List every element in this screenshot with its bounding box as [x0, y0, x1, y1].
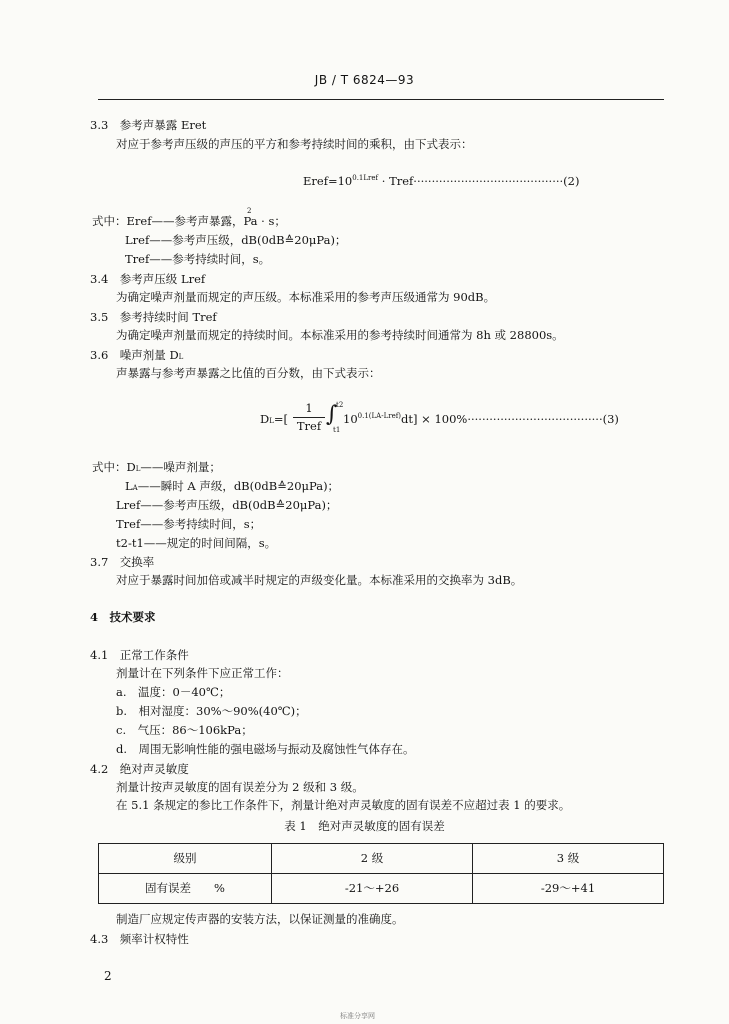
- unit-superscript: 2: [247, 207, 252, 215]
- where-dl: 式中：DL——噪声剂量；: [92, 460, 221, 474]
- table-cell: -29～+41: [473, 874, 664, 904]
- section-3-4-desc: 为确定噪声剂量而规定的声压级。本标准采用的参考声压级通常为 90dB。: [116, 290, 496, 304]
- equation-3-fraction-bar: [293, 417, 325, 418]
- condition-a: a. 温度：0－40℃；: [116, 685, 231, 699]
- condition-c: c. 气压：86～106kPa；: [116, 723, 253, 737]
- standard-code-header: JB / T 6824—93: [314, 73, 415, 87]
- section-4-title: 4 技术要求: [90, 610, 156, 624]
- section-3-5-title: 3.5 参考持续时间 Tref: [90, 310, 217, 324]
- section-4-2-title: 4.2 绝对声灵敏度: [90, 762, 189, 776]
- equation-2-tail: · Tref·········································(2): [378, 174, 580, 188]
- where-tref: Tref——参考持续时间，s。: [125, 252, 271, 266]
- equation-3-body: $10^{0.1(LA-Lref)}dt] \times 100\%\cdot\cdot\cdot\cdot\cdot\cdot\cdot\cdot\cdot\cdot\cdot\cdot\cdot\cdot\cdot\cdot\cdot\cdot\cdot\cdot\cdot\cdot\cdot\cdot\cdot\cdot\cdot\cdot\cdot\cdot\cdot\cdot\cdot\cdot\cdot\cdot\cdot(3)$: [343, 412, 619, 426]
- section-4-3-title: 4.3 频率计权特性: [90, 932, 189, 946]
- equation-3-lhs: DL=[: [260, 412, 289, 426]
- table-1: [98, 843, 664, 904]
- equation-3-lower-limit: t1: [333, 426, 341, 434]
- equation-3-integral: ∫: [326, 402, 338, 427]
- section-3-7-title: 3.7 交换率: [90, 555, 155, 569]
- table-1-caption: 表 1 绝对声灵敏度的固有误差: [284, 819, 445, 833]
- section-3-4-title: 3.4 参考声压级 Lref: [90, 272, 206, 286]
- where-tref-2: Tref——参考持续时间，s；: [116, 517, 262, 531]
- section-4-1-title: 4.1 正常工作条件: [90, 648, 189, 662]
- footer-watermark: 标准分享网: [340, 1012, 375, 1020]
- table-header-cell: 3 级: [473, 844, 664, 874]
- equation-2: [303, 176, 579, 188]
- where-lref-2: Lref——参考声压级，dB(0dB≙20μPa)；: [116, 498, 338, 512]
- where-interval: t2-t1——规定的时间间隔，s。: [116, 536, 277, 550]
- section-3-7-desc: 对应于暴露时间加倍或减半时规定的声级变化量。本标准采用的交换率为 3dB。: [116, 573, 523, 587]
- section-3-3-desc: 对应于参考声压级的声压的平方和参考持续时间的乘积，由下式表示：: [116, 137, 473, 151]
- equation-2-body: Eref=10: [303, 174, 353, 188]
- section-4-2-desc-2: 在 5.1 条规定的参比工作条件下，剂量计绝对声灵敏度的固有误差不应超过表 1 的要求。: [116, 798, 571, 812]
- condition-b: b. 相对湿度：30%～90%(40℃)；: [116, 704, 307, 718]
- where-la: LA——瞬时 A 声级，dB(0dB≙20μPa)；: [125, 479, 340, 493]
- condition-d: d. 周围无影响性能的强电磁场与振动及腐蚀性气体存在。: [116, 742, 415, 756]
- page-number: 2: [104, 969, 112, 983]
- section-3-6-desc: 声暴露与参考声暴露之比值的百分数，由下式表示：: [116, 366, 381, 380]
- where-lref: Lref——参考声压级，dB(0dB≙20μPa)；: [125, 233, 347, 247]
- section-3-6-title: 3.6 噪声剂量 DL: [90, 348, 184, 362]
- section-4-1-desc: 剂量计在下列条件下应正常工作：: [116, 666, 289, 680]
- table-header-row: [99, 844, 664, 874]
- equation-3-numerator: 1: [305, 401, 313, 415]
- table-header-cell: 级别: [99, 844, 272, 874]
- section-4-2-desc-1: 剂量计按声灵敏度的固有误差分为 2 级和 3 级。: [116, 780, 364, 794]
- table-header-cell: 2 级: [272, 844, 473, 874]
- table-cell: -21～+26: [272, 874, 473, 904]
- section-3-5-desc: 为确定噪声剂量而规定的持续时间。本标准采用的参考持续时间通常为 8h 或 28800s。: [116, 328, 564, 342]
- section-3-3-title: 3.3 参考声暴露 Eret: [90, 118, 207, 132]
- equation-3-denominator: Tref: [296, 419, 322, 433]
- table-row: [99, 874, 664, 904]
- after-table-note: 制造厂应规定传声器的安装方法，以保证测量的准确度。: [116, 912, 404, 926]
- header-rule: [98, 99, 664, 100]
- equation-2-exponent: 0.1Lref: [352, 174, 379, 182]
- where-eref: 式中：Eref——参考声暴露，Pa · s；: [92, 214, 286, 228]
- equation-3-upper-limit: t2: [336, 401, 344, 409]
- table-cell: 固有误差 %: [99, 874, 272, 904]
